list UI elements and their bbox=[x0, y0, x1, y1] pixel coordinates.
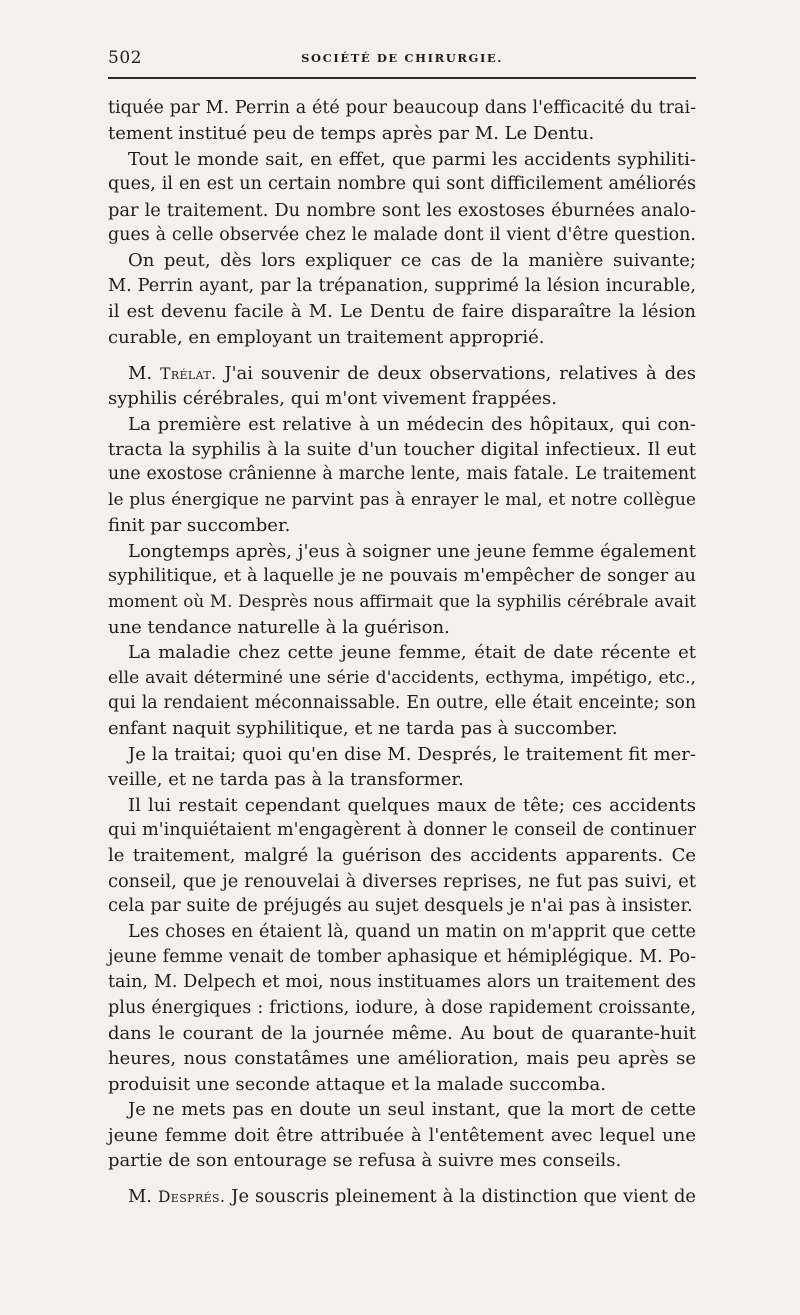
journal-title: SOCIÉTÉ DE CHIRURGIE. bbox=[301, 51, 503, 65]
text-line: tain, M. Delpech et moi, nous instituames alors un traitement des bbox=[108, 972, 696, 993]
paragraph-2 bbox=[108, 147, 696, 249]
text-line: dans le courant de la journée même. Au bout de quarante-huit bbox=[108, 1023, 696, 1045]
text-line: On peut, dès lors expliquer ce cas de la manière suivante; bbox=[128, 250, 696, 272]
text-line: une exostose crânienne à marche lente, mais fatale. Le traitement bbox=[108, 464, 696, 485]
text-line: tiquée par M. Perrin a été pour beaucoup dans l'efficacité du trai- bbox=[108, 98, 696, 118]
paragraph-10 bbox=[108, 920, 696, 1098]
text-line: Il lui restait cependant quelques maux de tête; ces accidents bbox=[128, 794, 696, 816]
text-line: M. Perrin ayant, par la trépanation, supprimé la lésion incurable, bbox=[108, 275, 696, 296]
page-number: 502 bbox=[108, 48, 142, 68]
paragraph-3 bbox=[108, 248, 696, 350]
section-gap bbox=[108, 1173, 696, 1184]
text-line: jeune femme doit être attribuée à l'entêtement avec lequel une bbox=[108, 1124, 696, 1146]
text-line: Je ne mets pas en doute un seul instant, que la mort de cette bbox=[128, 1099, 696, 1121]
text-line: il est devenu facile à M. Le Dentu de faire disparaître la lésion bbox=[108, 301, 696, 323]
text-line: conseil, que je renouvelai à diverses reprises, ne fut pas suivi, et bbox=[108, 870, 696, 892]
text-run: Je souscris pleinement à la distinction que vient de bbox=[225, 1186, 696, 1208]
text-line: une tendance naturelle à la guérison. bbox=[108, 616, 450, 638]
text-line: elle avait déterminé une série d'accidents, ecthyma, impétigo, etc., bbox=[108, 667, 696, 688]
text-line: La maladie chez cette jeune femme, était de date récente et bbox=[128, 642, 696, 664]
paragraph-9 bbox=[108, 793, 696, 920]
text-line: partie de son entourage se refusa à suivre mes conseils. bbox=[108, 1150, 622, 1172]
paragraph-1 bbox=[108, 96, 696, 147]
paragraph-8 bbox=[108, 742, 696, 793]
text-line: enfant naquit syphilitique, et ne tarda pas à succomber. bbox=[108, 718, 618, 740]
text-line: curable, en employant un traitement approprié. bbox=[108, 326, 545, 348]
text-line: qui la rendaient méconnaissable. En outre, elle était enceinte; son bbox=[108, 692, 696, 713]
text-line: syphilitique, et à laquelle je ne pouvais m'empêcher de songer au bbox=[108, 566, 696, 587]
text-line: tracta la syphilis à la suite d'un toucher digital infectieux. Il eut bbox=[108, 439, 696, 461]
text-line: produisit une seconde attaque et la malade succomba. bbox=[108, 1073, 606, 1095]
text-line: cela par suite de préjugés au sujet desquels je n'ai pas à insister. bbox=[108, 896, 693, 917]
text-line: le traitement, malgré la guérison des accidents apparents. Ce bbox=[108, 845, 696, 867]
text-line: le plus énergique ne parvint pas à enrayer le mal, et notre collègue bbox=[108, 489, 696, 510]
text-line: jeune femme venait de tomber aphasique et hémiplégique. M. Po- bbox=[108, 946, 696, 967]
speaker-prefix: M. bbox=[128, 1186, 158, 1208]
text-line: heures, nous constatâmes une amélioration, mais peu après se bbox=[108, 1048, 696, 1070]
text-line: plus énergiques : frictions, iodure, à dose rapidement croissante, bbox=[108, 997, 696, 1018]
paragraph-12 bbox=[108, 1184, 696, 1209]
text-line: La première est relative à un médecin des hôpitaux, qui con- bbox=[128, 413, 696, 435]
text-line: veille, et ne tarda pas à la transformer. bbox=[108, 769, 464, 791]
speaker-name: Després. bbox=[157, 1188, 226, 1207]
text-line: gues à celle observée chez le malade dont il vient d'être question. bbox=[108, 224, 696, 245]
section-gap bbox=[108, 350, 696, 361]
text-line bbox=[108, 361, 696, 386]
text-line: Tout le monde sait, en effet, que parmi les accidents syphiliti- bbox=[128, 148, 696, 170]
header-rule bbox=[108, 77, 696, 79]
speaker-name: Trélat. bbox=[160, 364, 217, 383]
paragraph-6 bbox=[108, 539, 696, 641]
paragraph-4 bbox=[108, 361, 696, 412]
paragraph-5 bbox=[108, 412, 696, 539]
text-line: par le traitement. Du nombre sont les exostoses éburnées analo- bbox=[108, 199, 696, 221]
text-line: ques, il en est un certain nombre qui sont difficilement améliorés bbox=[108, 174, 696, 195]
text-line: Je la traitai; quoi qu'en dise M. Després, le traitement fit mer- bbox=[128, 743, 696, 765]
text-line: qui m'inquiétaient m'engagèrent à donner le conseil de continuer bbox=[108, 819, 696, 840]
paragraph-11 bbox=[108, 1097, 696, 1173]
text-line: tement institué peu de temps après par M. Le Dentu. bbox=[108, 123, 595, 145]
text-run: J'ai souvenir de deux observations, relatives à des bbox=[216, 362, 696, 384]
paragraph-7 bbox=[108, 640, 696, 742]
text-line: moment où M. Desprès nous affirmait que la syphilis cérébrale avait bbox=[108, 591, 696, 612]
running-head bbox=[108, 48, 696, 72]
text-line: Les choses en étaient là, quand un matin on m'apprit que cette bbox=[128, 921, 696, 942]
text-line bbox=[108, 1184, 696, 1209]
speaker-prefix: M. bbox=[128, 362, 161, 384]
text-line: finit par succomber. bbox=[108, 515, 291, 537]
text-line: syphilis cérébrales, qui m'ont vivement frappées. bbox=[108, 388, 558, 410]
body-text bbox=[108, 96, 696, 1210]
text-line: Longtemps après, j'eus à soigner une jeune femme également bbox=[128, 540, 696, 562]
